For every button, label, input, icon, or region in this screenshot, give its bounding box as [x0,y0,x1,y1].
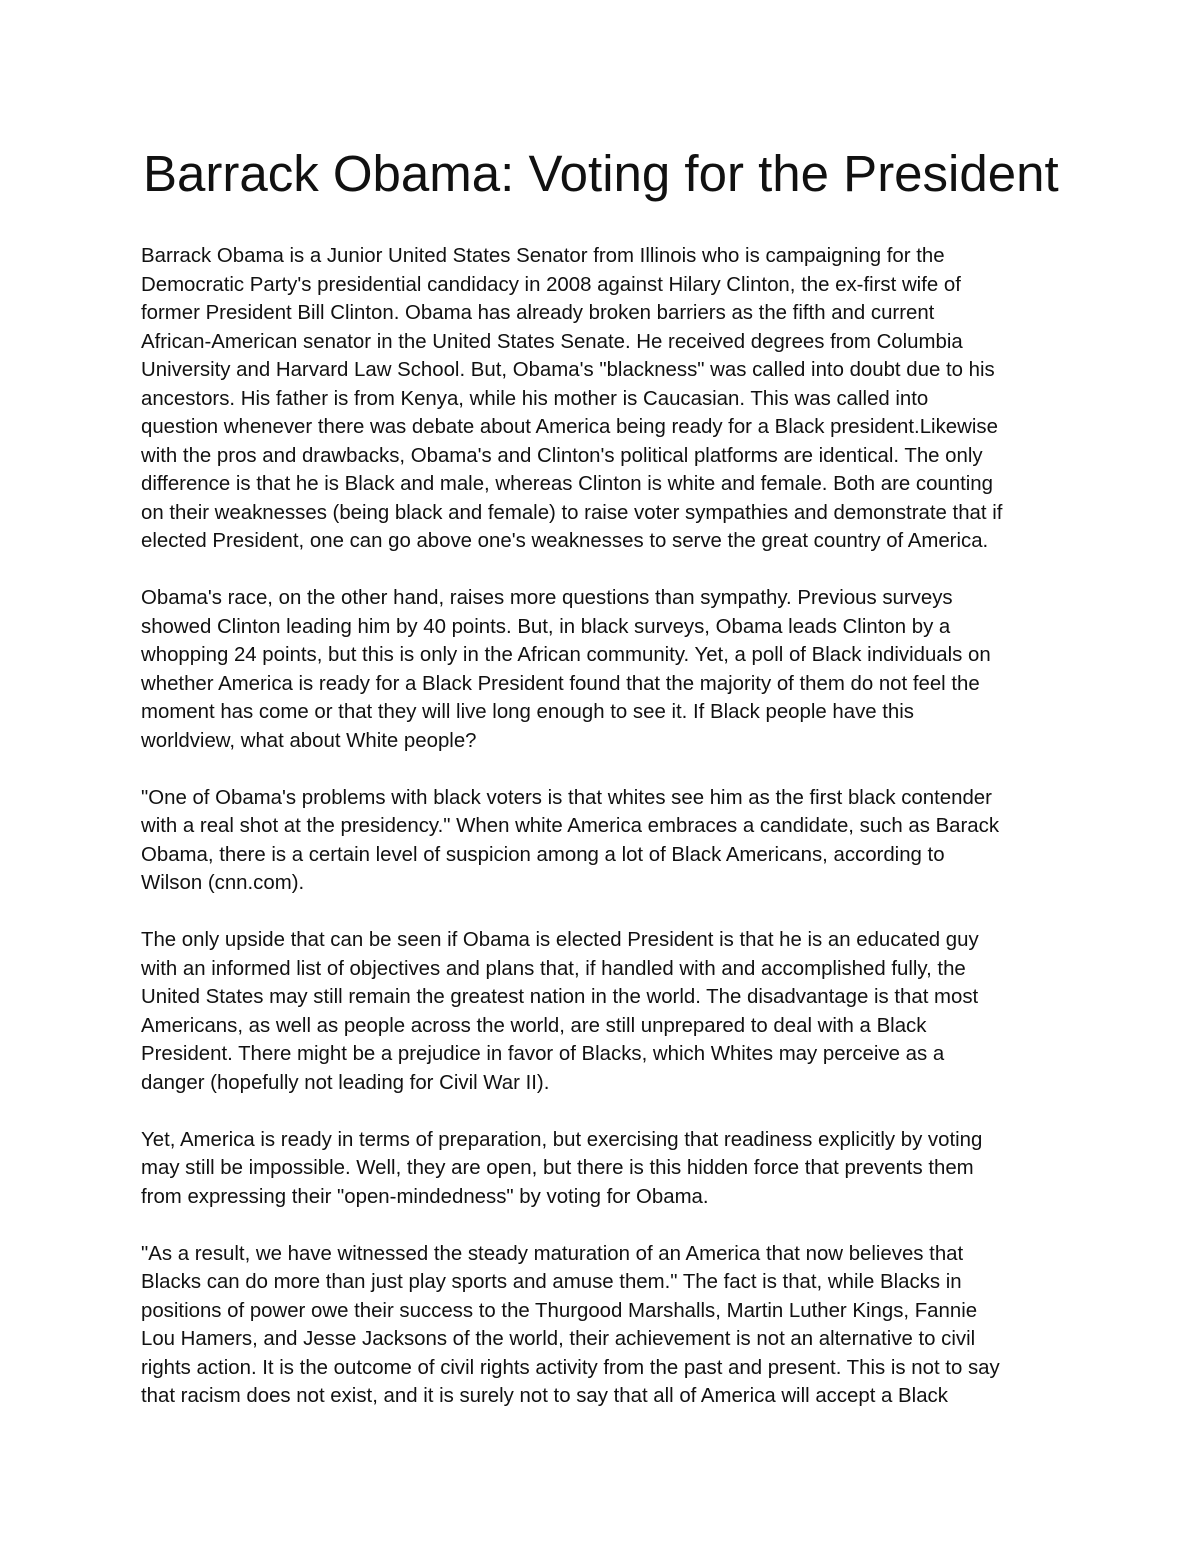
text-line: whopping 24 points, but this is only in the African community. Yet, a poll of Black individuals on [141,644,991,666]
text-line: may still be impossible. Well, they are open, but there is this hidden force that prevents them [141,1157,974,1179]
text-line: President. There might be a prejudice in favor of Blacks, which Whites may perceive as a [141,1043,945,1065]
text-line: United States may still remain the greatest nation in the world. The disadvantage is that most [141,986,979,1008]
text-line: difference is that he is Black and male, whereas Clinton is white and female. Both are counting [141,473,993,495]
document-title: Barrack Obama: Voting for the President [143,145,1059,202]
text-line: with a real shot at the presidency." When white America embraces a candidate, such as Barack [141,815,1000,837]
text-line: University and Harvard Law School. But, Obama's "blackness" was called into doubt due to his [141,359,995,381]
text-line: danger (hopefully not leading for Civil War II). [141,1071,550,1094]
text-line: positions of power owe their success to the Thurgood Marshalls, Martin Luther Kings, Fannie [141,1299,978,1322]
text-line: Wilson (cnn.com). [141,872,305,894]
paragraph-3 [141,784,1071,898]
text-line: Obama, there is a certain level of suspicion among a lot of Black Americans, according to [141,843,945,866]
text-line: worldview, what about White people? [141,729,477,752]
paragraph-1 [141,242,1071,556]
text-line: Obama's race, on the other hand, raises more questions than sympathy. Previous surveys [141,587,953,609]
text-line: with an informed list of objectives and plans that, if handled with and accomplished fully, the [141,957,966,980]
paragraph-6 [141,1240,1071,1411]
text-line: moment has come or that they will live long enough to see it. If Black people have this [141,701,915,723]
text-line: ancestors. His father is from Kenya, while his mother is Caucasian. This was called into [141,387,929,410]
text-line: showed Clinton leading him by 40 points. But, in black surveys, Obama leads Clinton by a [141,615,951,638]
text-line: The only upside that can be seen if Obama is elected President is that he is an educated guy [141,929,979,951]
paragraph-2 [141,584,1071,755]
text-line: from expressing their "open-mindedness" by voting for Obama. [141,1185,709,1208]
text-line: Blacks can do more than just play sports and amuse them." The fact is that, while Blacks in [141,1271,962,1293]
text-line: Americans, as well as people across the world, are still unprepared to deal with a Black [141,1014,927,1037]
text-line: rights action. It is the outcome of civil rights activity from the past and present. This is not to say [141,1356,1000,1379]
text-line: Yet, America is ready in terms of preparation, but exercising that readiness explicitly by voting [141,1128,983,1151]
text-line: with the pros and drawbacks, Obama's and Clinton's political platforms are identical. The only [141,444,983,467]
text-line: on their weaknesses (being black and female) to raise voter sympathies and demonstrate that if [141,501,1003,524]
text-line: Lou Hamers, and Jesse Jacksons of the world, their achievement is not an alternative to civil [141,1328,976,1350]
text-line: Democratic Party's presidential candidacy in 2008 against Hilary Clinton, the ex-first wife of [141,273,961,296]
text-line: "One of Obama's problems with black voters is that whites see him as the first black contender [141,786,992,809]
text-line: question whenever there was debate about America being ready for a Black president.Likewise [141,416,998,438]
text-line: that racism does not exist, and it is surely not to say that all of America will accept a Black [141,1385,948,1407]
text-line: African-American senator in the United States Senate. He received degrees from Columbia [141,330,963,353]
paragraph-5 [141,1126,1071,1212]
text-line: elected President, one can go above one's weaknesses to serve the great country of America. [141,530,989,552]
document-body [141,242,1071,1439]
paragraph-4 [141,926,1071,1097]
text-line: whether America is ready for a Black President found that the majority of them do not feel the [141,672,980,695]
text-line: Barrack Obama is a Junior United States Senator from Illinois who is campaigning for the [141,245,945,267]
text-line: former President Bill Clinton. Obama has already broken barriers as the fifth and current [141,302,935,324]
text-line: "As a result, we have witnessed the steady maturation of an America that now believes that [141,1242,964,1265]
